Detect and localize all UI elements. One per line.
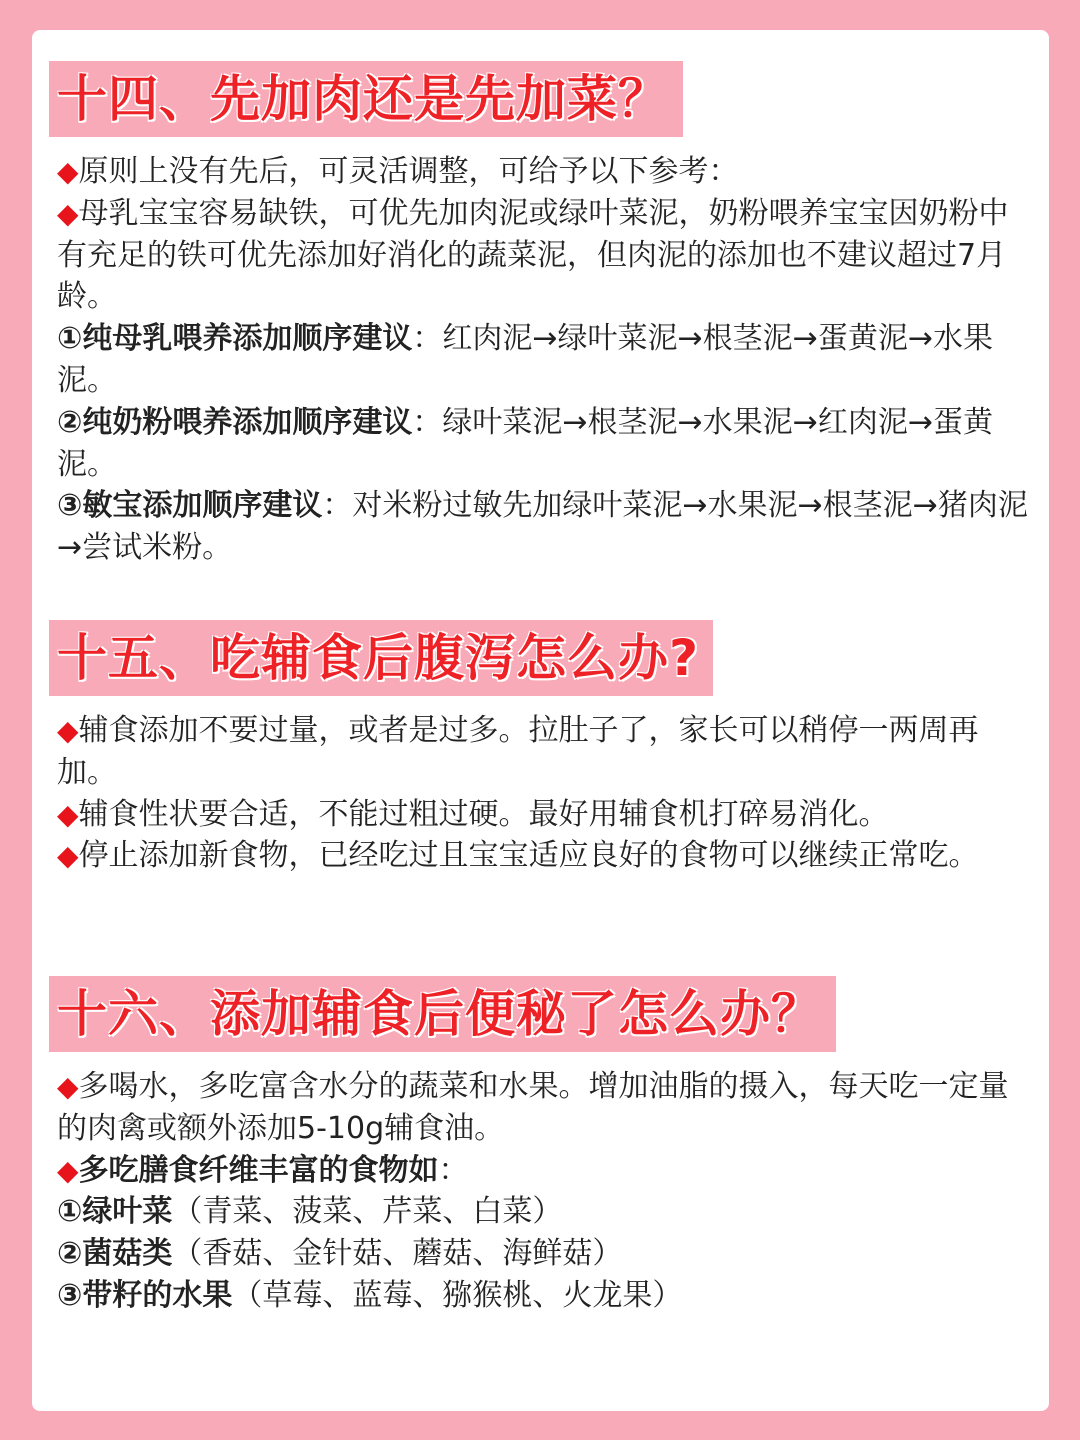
section-heading: [49, 61, 683, 137]
paragraph: ◆多吃膳食纤维丰富的食物如：: [57, 1152, 469, 1188]
bold-label: ③敏宝添加顺序建议: [57, 488, 323, 524]
paragraph: ③带籽的水果（草莓、蓝莓、猕猴桃、火龙果）: [57, 1277, 683, 1313]
section-title: 十四、先加肉还是先加菜？: [57, 70, 669, 128]
section-heading: [49, 976, 836, 1052]
paragraph: ◆原则上没有先后，可灵活调整，可给予以下参考：: [57, 154, 739, 189]
paragraph: ◆多喝水，多吃富含水分的蔬菜和水果。增加油脂的摄入，每天吃一定量的肉禽或额外添加5-10g辅食油。: [57, 1069, 1009, 1146]
paragraph: ①纯母乳喂养添加顺序建议：红肉泥→绿叶菜泥→根茎泥→蛋黄泥→水果泥。: [57, 321, 993, 398]
section-title: 十六、添加辅食后便秘了怎么办？: [57, 985, 822, 1043]
paragraph: ③敏宝添加顺序建议：对米粉过敏先加绿叶菜泥→水果泥→根茎泥→猪肉泥→尝试米粉。: [57, 488, 1028, 566]
diamond-bullet-icon: ◆: [57, 1070, 79, 1103]
section-14: [49, 61, 1029, 569]
section-16: [49, 976, 1029, 1317]
bold-label: ②菌菇类: [57, 1236, 173, 1272]
bold-label: ②纯奶粉喂养添加顺序建议: [57, 404, 413, 440]
content-card: [32, 30, 1049, 1411]
paragraph: ②菌菇类（香菇、金针菇、蘑菇、海鲜菇）: [57, 1236, 623, 1272]
diamond-bullet-icon: ◆: [57, 155, 79, 188]
section-15: [49, 620, 1029, 877]
section-body: [49, 151, 1029, 569]
diamond-bullet-icon: ◆: [57, 797, 79, 831]
diamond-bullet-icon: ◆: [57, 714, 79, 747]
section-body: [49, 710, 1029, 877]
paragraph: ②纯奶粉喂养添加顺序建议：绿叶菜泥→根茎泥→水果泥→红肉泥→蛋黄泥。: [57, 404, 993, 482]
section-heading: [49, 620, 713, 696]
bold-label: ③带籽的水果: [57, 1277, 233, 1313]
section-body: [49, 1066, 1029, 1317]
bold-label: ①纯母乳喂养添加顺序建议: [57, 321, 413, 357]
paragraph: ◆辅食性状要合适，不能过粗过硬。最好用辅食机打碎易消化。: [57, 796, 889, 832]
section-title: 十五、吃辅食后腹泻怎么办?: [57, 629, 700, 687]
diamond-bullet-icon: ◆: [57, 1153, 79, 1187]
diamond-bullet-icon: ◆: [57, 839, 79, 873]
paragraph: ◆停止添加新食物，已经吃过且宝宝适应良好的食物可以继续正常吃。: [57, 838, 979, 874]
bold-label: 多吃膳食纤维丰富的食物如: [78, 1152, 439, 1188]
bold-label: ①绿叶菜: [57, 1194, 173, 1230]
paragraph: ◆辅食添加不要过量，或者是过多。拉肚子了，家长可以稍停一两周再加。: [57, 713, 979, 790]
diamond-bullet-icon: ◆: [57, 196, 79, 230]
paragraph: ◆母乳宝宝容易缺铁，可优先加肉泥或绿叶菜泥，奶粉喂养宝宝因奶粉中有充足的铁可优先添加好消化的蔬菜泥，但肉泥的添加也不建议超过7月龄。: [57, 195, 1009, 315]
paragraph: ①绿叶菜（青菜、菠菜、芹菜、白菜）: [57, 1194, 563, 1230]
